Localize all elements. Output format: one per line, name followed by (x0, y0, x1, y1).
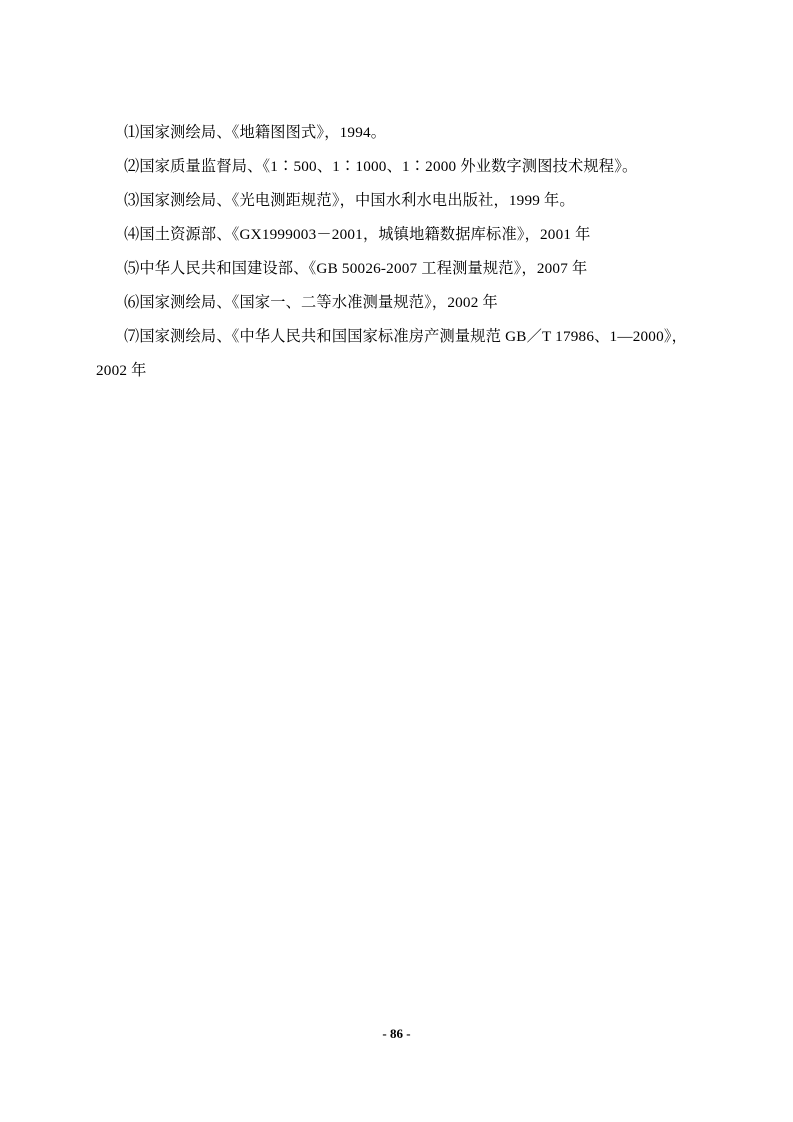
list-item: ⑹国家测绘局、《国家一、二等水准测量规范》，2002 年 (124, 294, 498, 311)
list-item: ⑸中华人民共和国建设部、《GB 50026-2007 工程测量规范》，2007 年 (124, 260, 588, 277)
reference-list (96, 116, 704, 388)
list-item: ⑵国家质量监督局、《1∶500、1∶1000、1∶2000 外业数字测图技术规程》。 (124, 158, 638, 175)
page-number: - 86 - (382, 1026, 411, 1041)
list-item: ⑶国家测绘局、《光电测距规范》，中国水利水电出版社，1999 年。 (124, 192, 575, 209)
list-item: ⑷国土资源部、《GX1999003－2001，城镇地籍数据库标准》，2001 年 (124, 226, 591, 243)
list-item-continuation: 2002 年 (96, 362, 147, 379)
list-item: ⑺国家测绘局、《中华人民共和国国家标准房产测量规范 GB／T 17986、1—2000》， (124, 328, 688, 345)
list-item: ⑴国家测绘局、《地籍图图式》，1994。 (124, 124, 387, 141)
